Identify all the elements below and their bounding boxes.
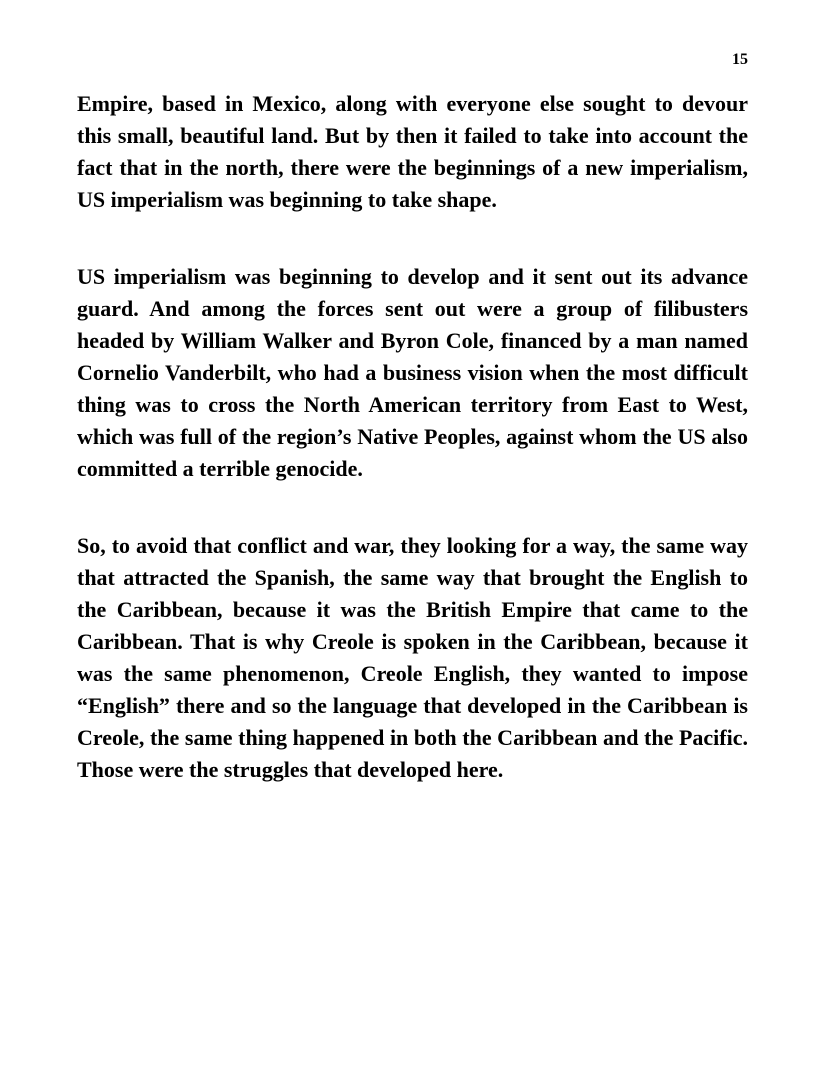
page-number: 15 bbox=[732, 51, 748, 68]
paragraph-1: Empire, based in Mexico, along with everyone else sought to devour this small, beautiful land. But by then it failed to take into account the fact that in the north, there were the beginnings of a new imperialism, US imperialism was beginning to take shape. bbox=[77, 91, 748, 212]
body-text bbox=[77, 88, 748, 786]
paragraph-2: US imperialism was beginning to develop and it sent out its advance guard. And among the forces sent out were a group of filibusters headed by William Walker and Byron Cole, financed by a man named Cornelio Vanderbilt, who had a business vision when the most difficult thing was to cross the North American territory from East to West, which was full of the region’s Native Peoples, against whom the US also committed a terrible genocide. bbox=[77, 264, 748, 481]
paragraph-3: So, to avoid that conflict and war, they looking for a way, the same way that attracted the Spanish, the same way that brought the English to the Caribbean, because it was the British Empire that came to the Caribbean. That is why Creole is spoken in the Caribbean, because it was the same phenomenon, Creole English, they wanted to impose “English” there and so the language that developed in the Caribbean is Creole, the same thing happened in both the Caribbean and the Pacific. Those were the struggles that developed here. bbox=[77, 533, 748, 782]
